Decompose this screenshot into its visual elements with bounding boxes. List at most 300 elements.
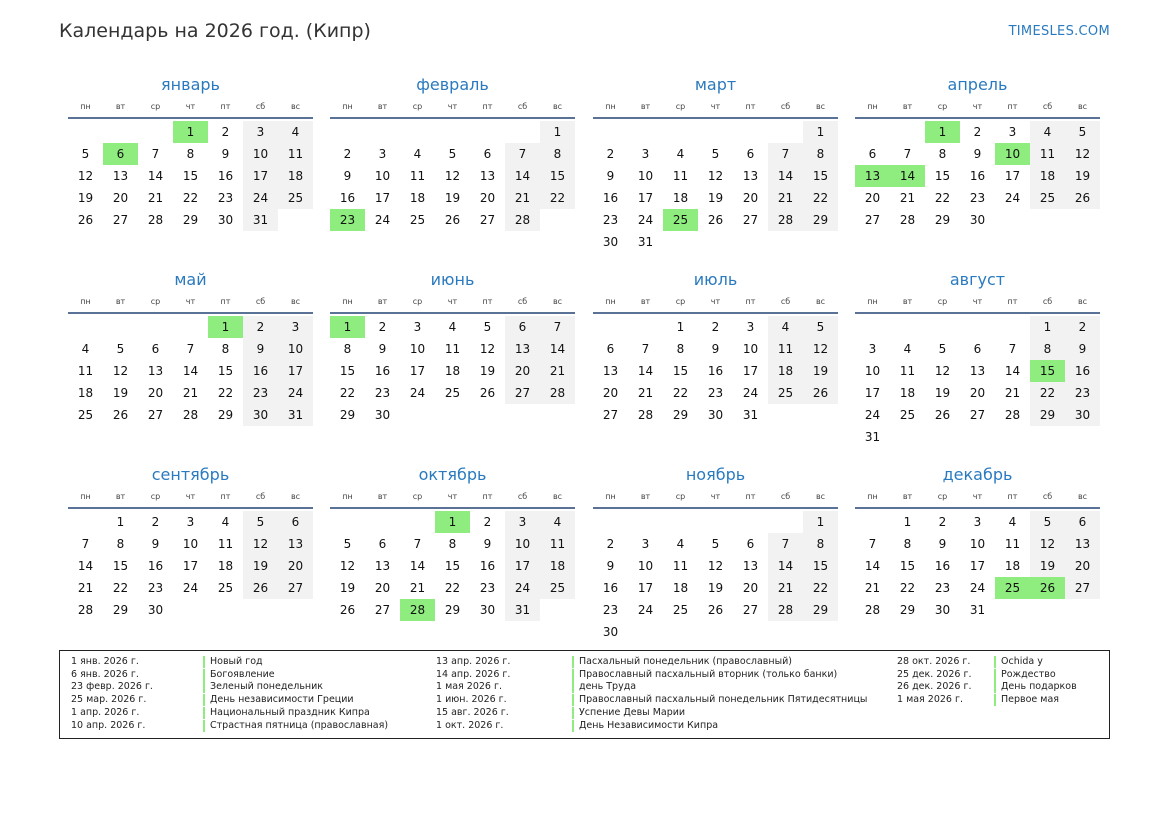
weekend-day-cell: 28: [768, 599, 803, 621]
day-cell: 27: [969, 408, 986, 422]
legend-holiday-name: Богоявление: [203, 669, 275, 681]
day-cell: 18: [409, 191, 426, 205]
day-cell: 15: [112, 559, 129, 573]
empty-day-cell: [278, 599, 313, 621]
day-cell: 22: [339, 386, 356, 400]
weekend-day-cell: 28: [505, 209, 540, 231]
legend-date: 10 апр. 2026 г.: [71, 719, 146, 731]
day-cell: 23: [602, 603, 619, 617]
weekday-label: сб: [255, 296, 266, 306]
week-row: [68, 165, 313, 187]
week-row: [855, 360, 1100, 382]
day-cell: 11: [672, 559, 689, 573]
day-cell: 27: [374, 603, 391, 617]
day-cell: 26: [112, 408, 129, 422]
day-cell: 26: [707, 213, 724, 227]
day-cell: 10: [969, 537, 986, 551]
day-cell: 8: [116, 537, 125, 551]
legend-date: 13 апр. 2026 г.: [436, 656, 511, 667]
weekend-day-cell: 2: [243, 316, 278, 338]
day-cell: 11: [1004, 537, 1021, 551]
day-cell: 12: [77, 169, 94, 183]
day-cell: 20: [112, 191, 129, 205]
weekday-label: чт: [710, 101, 721, 111]
month-calendar: [330, 464, 575, 621]
empty-day-cell: [890, 316, 925, 338]
week-row: [855, 382, 1100, 404]
weekend-day-cell: 4: [768, 316, 803, 338]
empty-day-cell: [698, 511, 733, 533]
day-cell: 21: [899, 191, 916, 205]
month-name: апрель: [947, 75, 1008, 94]
empty-day-cell: [663, 121, 698, 143]
weekend-day-cell: 9: [1065, 338, 1100, 360]
weekend-day-cell: 9: [243, 338, 278, 360]
day-cell: 3: [641, 147, 650, 161]
weekend-day-cell: 13: [1065, 533, 1100, 555]
month-calendar: [593, 464, 838, 643]
day-cell: 25: [217, 581, 234, 595]
weekday-label: пн: [867, 491, 878, 501]
weekend-day-cell: 4: [1030, 121, 1065, 143]
weekday-label: пт: [745, 101, 756, 111]
empty-day-cell: [890, 426, 925, 448]
weekday-label: вт: [902, 101, 913, 111]
day-cell: 22: [112, 581, 129, 595]
month-name: июль: [693, 270, 738, 289]
week-row: [593, 360, 838, 382]
day-cell: 30: [479, 603, 496, 617]
holiday-day-cell: 13: [855, 165, 890, 187]
day-cell: 17: [1004, 169, 1021, 183]
empty-day-cell: [68, 511, 103, 533]
day-cell: 24: [864, 408, 881, 422]
legend-holiday-name: день Труда: [572, 681, 636, 693]
weekend-day-cell: 27: [505, 382, 540, 404]
legend-date: 1 мая 2026 г.: [897, 694, 963, 706]
header-divider: [68, 507, 313, 509]
day-cell: 15: [899, 559, 916, 573]
day-cell: 31: [864, 430, 881, 444]
weekend-day-cell: 4: [278, 121, 313, 143]
day-cell: 20: [969, 386, 986, 400]
weekend-day-cell: 23: [243, 382, 278, 404]
weekend-day-cell: 6: [1065, 511, 1100, 533]
day-cell: 11: [409, 169, 426, 183]
month-calendar: [855, 269, 1100, 448]
holiday-day-cell: 14: [890, 165, 925, 187]
day-cell: 22: [672, 386, 689, 400]
empty-day-cell: [768, 511, 803, 533]
legend-holiday-name: День Независимости Кипра: [572, 720, 718, 732]
weekday-header: [68, 292, 313, 310]
legend-holiday-name: Страстная пятница (православная): [203, 720, 388, 732]
weekend-day-cell: 21: [540, 360, 575, 382]
legend-date: 1 июн. 2026 г.: [436, 694, 507, 706]
legend-date: 25 дек. 2026 г.: [897, 668, 972, 680]
day-cell: 9: [938, 537, 947, 551]
week-row: [855, 577, 1100, 599]
day-cell: 24: [742, 386, 759, 400]
day-cell: 30: [602, 625, 619, 639]
day-cell: 17: [182, 559, 199, 573]
weekday-label: пт: [482, 491, 493, 501]
month-calendar: [68, 74, 313, 231]
week-row: [330, 316, 575, 338]
weekday-label: пн: [342, 296, 353, 306]
week-row: [593, 143, 838, 165]
weekend-day-cell: 8: [803, 143, 838, 165]
weekday-header: [855, 487, 1100, 505]
legend-date: 6 янв. 2026 г.: [71, 668, 139, 680]
day-cell: 18: [672, 191, 689, 205]
weekday-label: вс: [815, 491, 826, 501]
day-cell: 27: [479, 213, 496, 227]
brand-link[interactable]: TIMESLES.COM: [1008, 24, 1110, 39]
week-row: [330, 187, 575, 209]
week-row: [330, 382, 575, 404]
day-cell: 5: [81, 147, 90, 161]
day-cell: 9: [221, 147, 230, 161]
day-cell: 15: [339, 364, 356, 378]
weekend-day-cell: 20: [505, 360, 540, 382]
week-row: [330, 555, 575, 577]
weekday-header: [593, 292, 838, 310]
day-cell: 8: [221, 342, 230, 356]
weekday-label: ср: [412, 101, 423, 111]
day-cell: 21: [409, 581, 426, 595]
empty-day-cell: [1030, 426, 1065, 448]
day-cell: 2: [483, 515, 492, 529]
day-cell: 21: [182, 386, 199, 400]
empty-day-cell: [995, 599, 1030, 621]
day-cell: 3: [413, 320, 422, 334]
weekday-label: пт: [745, 491, 756, 501]
header-divider: [593, 117, 838, 119]
weekday-label: вс: [815, 101, 826, 111]
month-calendar: [330, 269, 575, 426]
weekday-label: пн: [605, 296, 616, 306]
week-row: [330, 338, 575, 360]
week-row: [855, 533, 1100, 555]
empty-day-cell: [400, 511, 435, 533]
weekday-label: сб: [780, 296, 791, 306]
header-divider: [593, 507, 838, 509]
holiday-day-cell: 23: [330, 209, 365, 231]
day-cell: 27: [112, 213, 129, 227]
week-row: [855, 143, 1100, 165]
month-name: октябрь: [418, 465, 487, 484]
day-cell: 6: [606, 342, 615, 356]
weekend-day-cell: 15: [803, 555, 838, 577]
day-cell: 14: [637, 364, 654, 378]
weekday-label: ср: [675, 101, 686, 111]
weekend-day-cell: 18: [278, 165, 313, 187]
legend-date: 1 мая 2026 г.: [436, 681, 502, 693]
weekday-label: вс: [552, 296, 563, 306]
day-cell: 15: [934, 169, 951, 183]
day-cell: 26: [444, 213, 461, 227]
weekday-label: пн: [80, 101, 91, 111]
day-cell: 28: [182, 408, 199, 422]
day-cell: 30: [707, 408, 724, 422]
day-cell: 11: [217, 537, 234, 551]
day-cell: 19: [479, 364, 496, 378]
week-row: [330, 165, 575, 187]
weekday-label: ср: [675, 491, 686, 501]
page-title: Календарь на 2026 год. (Кипр): [59, 20, 371, 42]
week-row: [68, 360, 313, 382]
day-cell: 15: [217, 364, 234, 378]
legend-holiday-name: Успение Девы Марии: [572, 707, 685, 719]
empty-day-cell: [733, 621, 768, 643]
weekday-label: сб: [1042, 296, 1053, 306]
day-cell: 18: [672, 581, 689, 595]
day-cell: 31: [969, 603, 986, 617]
day-cell: 2: [151, 515, 160, 529]
day-cell: 21: [77, 581, 94, 595]
weekday-label: пт: [1007, 296, 1018, 306]
holiday-day-cell: 1: [435, 511, 470, 533]
day-cell: 5: [711, 147, 720, 161]
empty-day-cell: [768, 231, 803, 253]
weekend-day-cell: 7: [540, 316, 575, 338]
day-cell: 25: [672, 603, 689, 617]
weekend-day-cell: 16: [1065, 360, 1100, 382]
empty-day-cell: [68, 121, 103, 143]
day-cell: 3: [186, 515, 195, 529]
day-cell: 25: [444, 386, 461, 400]
day-cell: 9: [151, 537, 160, 551]
week-row: [330, 599, 575, 621]
empty-day-cell: [855, 316, 890, 338]
empty-day-cell: [1065, 209, 1100, 231]
week-row: [855, 426, 1100, 448]
weekday-label: пн: [867, 296, 878, 306]
weekday-label: вт: [377, 491, 388, 501]
day-cell: 14: [147, 169, 164, 183]
day-cell: 19: [934, 386, 951, 400]
day-cell: 28: [77, 603, 94, 617]
day-cell: 29: [217, 408, 234, 422]
day-cell: 13: [374, 559, 391, 573]
day-cell: 1: [116, 515, 125, 529]
empty-day-cell: [855, 511, 890, 533]
weekday-label: ср: [412, 296, 423, 306]
empty-day-cell: [925, 316, 960, 338]
day-cell: 28: [147, 213, 164, 227]
weekend-day-cell: 1: [803, 121, 838, 143]
weekday-header: [330, 487, 575, 505]
week-row: [330, 577, 575, 599]
day-cell: 14: [409, 559, 426, 573]
weekday-header: [68, 487, 313, 505]
weekday-label: ср: [675, 296, 686, 306]
weekend-day-cell: 27: [278, 577, 313, 599]
day-cell: 23: [934, 581, 951, 595]
day-cell: 6: [151, 342, 160, 356]
day-cell: 7: [413, 537, 422, 551]
day-cell: 15: [444, 559, 461, 573]
day-cell: 31: [742, 408, 759, 422]
weekend-day-cell: 1: [540, 121, 575, 143]
day-cell: 14: [182, 364, 199, 378]
day-cell: 28: [637, 408, 654, 422]
day-cell: 20: [602, 386, 619, 400]
weekday-header: [330, 292, 575, 310]
day-cell: 28: [864, 603, 881, 617]
weekend-day-cell: 22: [1030, 382, 1065, 404]
month-name: май: [174, 270, 207, 289]
empty-day-cell: [68, 316, 103, 338]
day-cell: 6: [746, 147, 755, 161]
day-cell: 5: [343, 537, 352, 551]
weekend-day-cell: 10: [278, 338, 313, 360]
weekday-label: вс: [1077, 296, 1088, 306]
holiday-day-cell: 1: [330, 316, 365, 338]
day-cell: 18: [77, 386, 94, 400]
week-row: [330, 533, 575, 555]
weekday-label: пт: [482, 296, 493, 306]
weekend-day-cell: 6: [505, 316, 540, 338]
weekend-day-cell: 29: [803, 599, 838, 621]
day-cell: 20: [864, 191, 881, 205]
week-row: [593, 338, 838, 360]
day-cell: 14: [864, 559, 881, 573]
day-cell: 12: [479, 342, 496, 356]
day-cell: 19: [112, 386, 129, 400]
day-cell: 1: [676, 320, 685, 334]
month-name: декабрь: [942, 465, 1013, 484]
week-row: [855, 338, 1100, 360]
day-cell: 15: [182, 169, 199, 183]
weekday-label: сб: [517, 491, 528, 501]
week-row: [593, 555, 838, 577]
week-row: [593, 621, 838, 643]
day-cell: 6: [973, 342, 982, 356]
legend-holiday-name: Православный пасхальный понедельник Пятидесятницы: [572, 694, 867, 706]
day-cell: 2: [973, 125, 982, 139]
holiday-day-cell: 15: [1030, 360, 1065, 382]
month-calendar: [330, 74, 575, 231]
empty-day-cell: [995, 426, 1030, 448]
weekday-label: чт: [185, 491, 196, 501]
empty-day-cell: [540, 404, 575, 426]
empty-day-cell: [733, 511, 768, 533]
weekday-label: ср: [150, 491, 161, 501]
weekend-day-cell: 19: [1065, 165, 1100, 187]
holiday-day-cell: 6: [103, 143, 138, 165]
day-cell: 22: [182, 191, 199, 205]
day-cell: 13: [969, 364, 986, 378]
legend-holiday-name: Национальный праздник Кипра: [203, 707, 370, 719]
weekend-day-cell: 14: [768, 165, 803, 187]
week-row: [68, 555, 313, 577]
empty-day-cell: [995, 209, 1030, 231]
day-cell: 17: [969, 559, 986, 573]
day-cell: 18: [444, 364, 461, 378]
week-row: [68, 511, 313, 533]
holiday-day-cell: 26: [1030, 577, 1065, 599]
day-cell: 23: [147, 581, 164, 595]
weekday-label: пт: [1007, 101, 1018, 111]
weekend-day-cell: 5: [1030, 511, 1065, 533]
weekday-label: чт: [972, 491, 983, 501]
day-cell: 30: [147, 603, 164, 617]
weekend-day-cell: 5: [243, 511, 278, 533]
day-cell: 4: [903, 342, 912, 356]
weekday-label: вс: [815, 296, 826, 306]
empty-day-cell: [103, 316, 138, 338]
day-cell: 8: [903, 537, 912, 551]
empty-day-cell: [1065, 599, 1100, 621]
empty-day-cell: [803, 621, 838, 643]
day-cell: 3: [868, 342, 877, 356]
weekend-day-cell: 18: [540, 555, 575, 577]
day-cell: 1: [903, 515, 912, 529]
empty-day-cell: [663, 621, 698, 643]
day-cell: 17: [409, 364, 426, 378]
weekend-day-cell: 14: [768, 555, 803, 577]
day-cell: 18: [217, 559, 234, 573]
weekday-label: пн: [867, 101, 878, 111]
day-cell: 4: [1008, 515, 1017, 529]
day-cell: 24: [1004, 191, 1021, 205]
weekend-day-cell: 24: [505, 577, 540, 599]
weekend-day-cell: 10: [243, 143, 278, 165]
day-cell: 29: [112, 603, 129, 617]
day-cell: 22: [899, 581, 916, 595]
weekday-label: пт: [220, 296, 231, 306]
legend-holiday-name: Ochida y: [994, 656, 1043, 668]
weekend-day-cell: 7: [505, 143, 540, 165]
week-row: [855, 555, 1100, 577]
day-cell: 27: [602, 408, 619, 422]
day-cell: 5: [483, 320, 492, 334]
day-cell: 21: [637, 386, 654, 400]
weekend-day-cell: 21: [768, 187, 803, 209]
day-cell: 7: [641, 342, 650, 356]
empty-day-cell: [663, 231, 698, 253]
day-cell: 21: [864, 581, 881, 595]
empty-day-cell: [698, 121, 733, 143]
day-cell: 12: [934, 364, 951, 378]
day-cell: 13: [742, 559, 759, 573]
weekday-label: вт: [902, 491, 913, 501]
weekday-label: чт: [447, 101, 458, 111]
week-row: [330, 511, 575, 533]
day-cell: 19: [339, 581, 356, 595]
weekday-label: вс: [552, 101, 563, 111]
day-cell: 19: [77, 191, 94, 205]
day-cell: 20: [742, 581, 759, 595]
weekend-day-cell: 22: [540, 187, 575, 209]
week-row: [68, 143, 313, 165]
weekday-label: вс: [1077, 101, 1088, 111]
day-cell: 23: [374, 386, 391, 400]
weekday-label: вт: [640, 296, 651, 306]
weekday-header: [593, 97, 838, 115]
day-cell: 25: [409, 213, 426, 227]
empty-day-cell: [960, 426, 995, 448]
day-cell: 5: [116, 342, 125, 356]
weekend-day-cell: 26: [243, 577, 278, 599]
weekend-day-cell: 3: [278, 316, 313, 338]
weekday-label: ср: [150, 101, 161, 111]
legend-holiday-name: День независимости Греции: [203, 694, 354, 706]
weekend-day-cell: 13: [505, 338, 540, 360]
empty-day-cell: [330, 511, 365, 533]
